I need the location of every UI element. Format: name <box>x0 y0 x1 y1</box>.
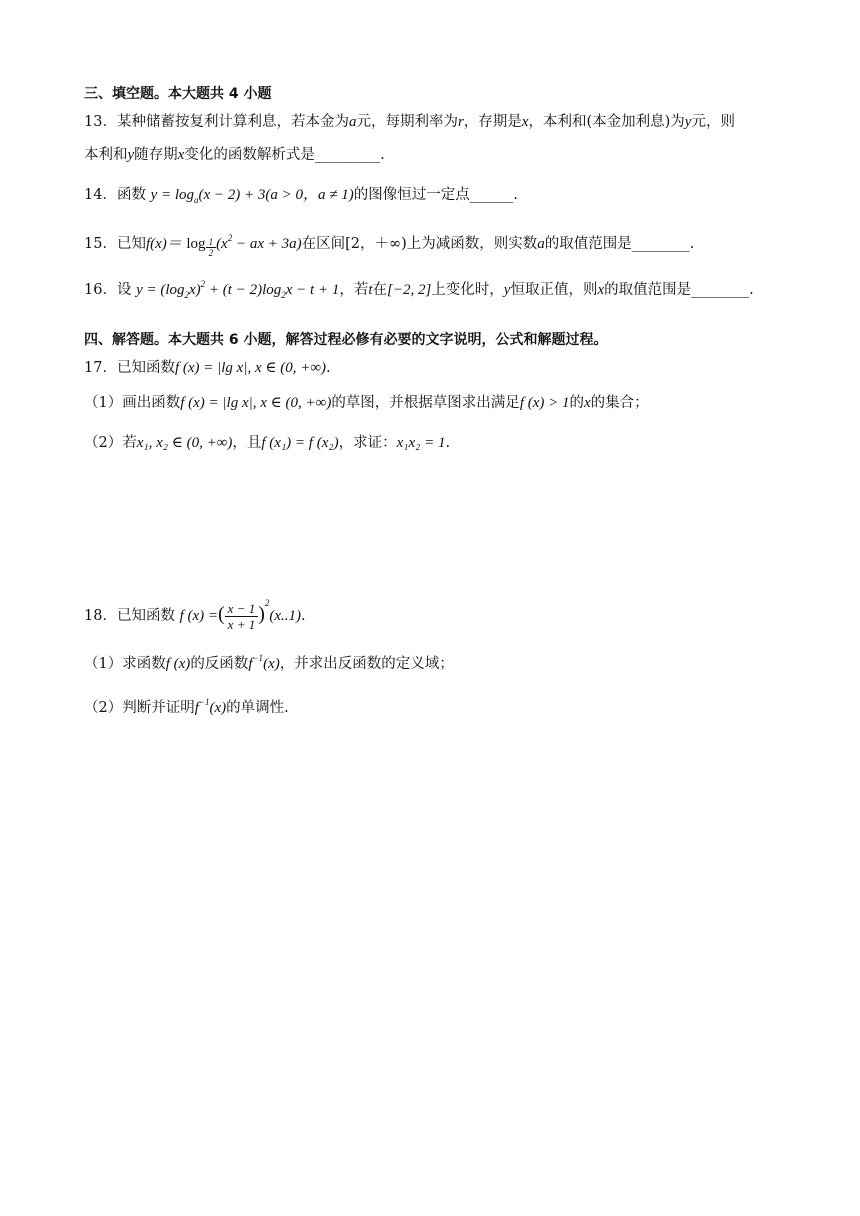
math-var: x <box>597 282 605 298</box>
answer-blank: ________. <box>631 236 695 252</box>
question-text: 上变化时， <box>431 282 504 298</box>
math-var: a <box>348 114 357 130</box>
question-text: 的取值范围是 <box>604 282 692 298</box>
answer-blank: _________. <box>314 147 385 163</box>
question-text: ，求证： <box>338 435 397 451</box>
question-14 <box>84 185 518 210</box>
section-answer-title: 四、解答题。本大题共 6 小题，解答过程必修有必要的文字说明，公式和解题过程。 <box>84 332 608 348</box>
question-text: 本利和 <box>84 147 128 163</box>
question-text: 若 <box>122 435 137 451</box>
question-text: ，且 <box>232 435 262 451</box>
part-label: （2） <box>84 700 123 716</box>
part-label: （1） <box>84 395 123 411</box>
question-text: 的集合； <box>590 395 649 411</box>
question-text: 的反函数 <box>190 656 249 672</box>
question-text: 已知 <box>116 236 146 252</box>
question-text: ，若 <box>339 282 369 298</box>
question-text: 随存期 <box>134 147 178 163</box>
math-var: y <box>127 147 135 163</box>
question-text: 已知函数 <box>116 360 175 376</box>
math-formula: x₁, x₂ ∈ (0, +∞) <box>136 435 233 451</box>
math-formula: f (x) = |lg x|, x ∈ (0, +∞) <box>180 395 332 411</box>
question-number: 17． <box>84 360 117 376</box>
math-var: r <box>457 114 464 130</box>
question-text: 的草图，并根据草图求出满足 <box>331 395 520 411</box>
question-text: 的取值范围是 <box>544 236 632 252</box>
question-text: 的单调性. <box>226 700 289 716</box>
question-17: 17．已知函数f (x) = |lg x|, x ∈ (0, +∞). <box>84 360 331 376</box>
question-18: 18．已知函数 f (x) =( $\frac{x - 1}{x + 1}$ )$^2$(x..1). <box>84 598 306 633</box>
answer-blank: ________. <box>691 282 754 298</box>
math-var: x <box>521 114 529 130</box>
math-var: y <box>684 114 692 130</box>
question-number: 13． <box>84 114 117 130</box>
question-number: 15． <box>84 236 117 252</box>
math-formula: f(x)＝ <box>145 236 182 252</box>
math-var: x <box>177 147 185 163</box>
question-number: 16． <box>84 282 117 298</box>
math-formula: f (x) =( $\frac{x - 1}{x + 1}$ )$^2$(x..1) <box>179 598 302 633</box>
question-number: 14． <box>84 187 117 203</box>
question-13-line-1 <box>84 112 735 132</box>
part-label: （1） <box>84 656 123 672</box>
question-text: 元，每期利率为 <box>356 114 458 130</box>
question-16 <box>84 274 754 305</box>
question-17-part-2: （2）若x₁, x₂ ∈ (0, +∞)，且f (x₁) = f (x₂)，求证：x₁x₂ = 1. <box>84 435 451 451</box>
math-formula: $y = \log_a(x - 2) + 3(a > 0$，a ≠ 1) <box>150 187 354 205</box>
question-text: 某种储蓄按复利计算利息，若本金为 <box>116 114 349 130</box>
question-number: 18． <box>84 608 117 624</box>
math-formula: f (x) > 1 <box>519 395 570 411</box>
question-13-line-2 <box>84 145 385 165</box>
math-formula: x₁x₂ = 1 <box>396 435 446 451</box>
math-formula: $f^{-1}(x)$ <box>248 653 280 672</box>
question-text: ，存期是 <box>463 114 522 130</box>
math-fraction: $\frac{x - 1}{x + 1}$ <box>225 601 259 632</box>
math-var: a <box>537 236 545 252</box>
math-var: y <box>503 282 511 298</box>
question-text: 判断并证明 <box>122 700 195 716</box>
question-text: 画出函数 <box>122 395 181 411</box>
question-text: 恒取正值，则 <box>510 282 598 298</box>
question-text: 变化的函数解析式是 <box>184 147 315 163</box>
question-text: 的 <box>569 395 584 411</box>
question-18-part-1 <box>84 648 454 674</box>
math-interval: [−2, 2] <box>387 282 432 298</box>
question-text: 在区间[2，＋∞)上为减函数，则实数 <box>301 236 538 252</box>
question-17-part-1 <box>84 393 649 413</box>
math-formula: $y = (\log_2x)^2 + (t - 2)\log_2x - t + 1$ <box>136 279 340 300</box>
question-15 <box>84 228 694 258</box>
math-log-expression: log $\frac{1}{2}$ ($x^2$ − ax + 3a) <box>186 233 302 258</box>
math-formula: $f^{-1}(x)$ <box>194 697 227 716</box>
question-text: 已知函数 <box>116 608 175 624</box>
part-label: （2） <box>84 435 123 451</box>
question-text: 在 <box>372 282 387 298</box>
math-formula: f (x) <box>165 656 191 672</box>
math-var: x <box>584 395 591 411</box>
question-text: 元，则 <box>691 114 735 130</box>
math-var: t <box>368 282 373 298</box>
question-text: 设 <box>116 282 132 298</box>
math-formula: f (x) = |lg x|, x ∈ (0, +∞) <box>174 360 327 376</box>
question-text: 求函数 <box>122 656 166 672</box>
section-fill-in-title: 三、填空题。本大题共 4 小题 <box>84 86 272 102</box>
question-text: 函数 <box>116 187 146 203</box>
question-text: 的图像恒过一定点 <box>353 187 470 203</box>
question-text: ，本利和(本金加利息)为 <box>528 114 685 130</box>
question-text: ，并求出反函数的定义域； <box>279 656 454 672</box>
answer-blank: ______. <box>469 187 518 203</box>
question-18-part-2 <box>84 692 289 718</box>
math-formula: f (x₁) = f (x₂) <box>261 435 339 451</box>
